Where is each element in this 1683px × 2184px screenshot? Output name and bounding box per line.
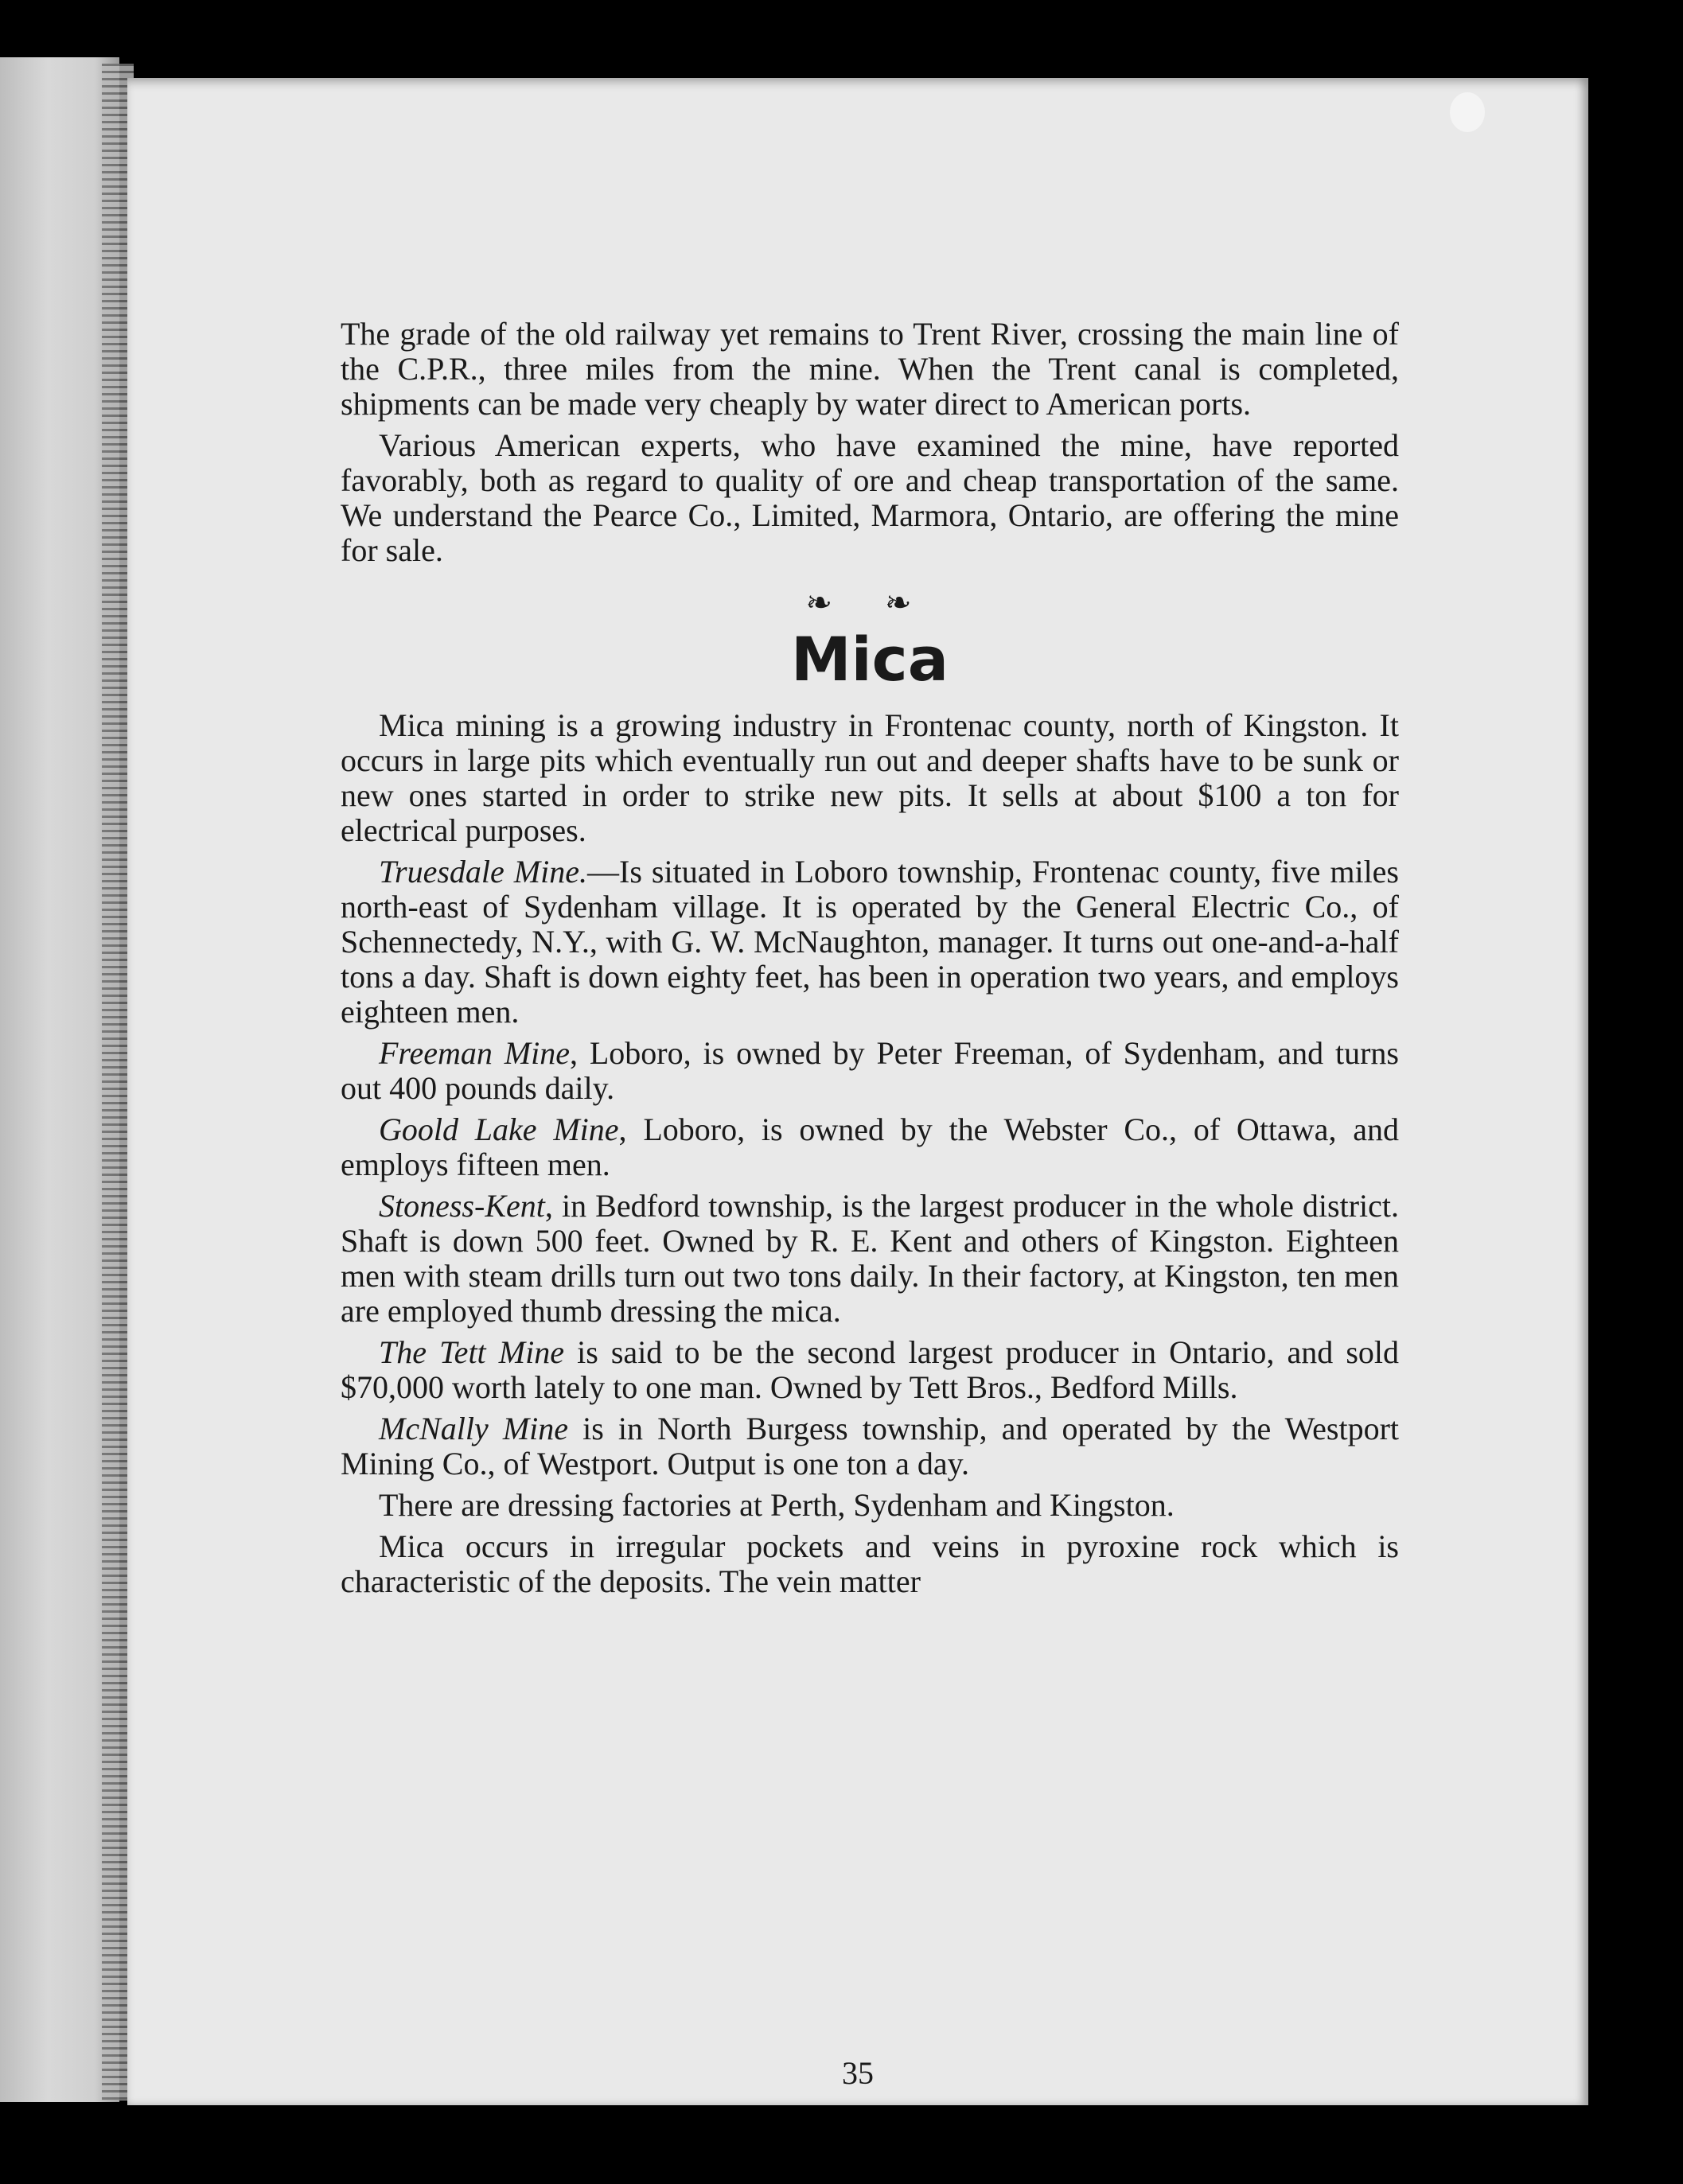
mine-description: is in North Burgess township, and operated by the Westport Mining Co., of Westport. Output is one ton a day. <box>341 1411 1400 1481</box>
mine-name: Stoness-Kent <box>379 1188 545 1224</box>
mine-paragraph-tett <box>341 1335 1399 1405</box>
mica-intro-paragraph: Mica mining is a growing industry in Frontenac county, north of Kingston. It occurs in large pits which eventually run out and deeper shafts have to be sunk or new ones started in order to strike new pits. It sells at about $100 a ton for electrical purposes. <box>341 707 1399 848</box>
mine-paragraph-truesdale <box>341 855 1399 1030</box>
mine-name: The Tett Mine <box>379 1334 564 1370</box>
page-number: 35 <box>842 2055 874 2091</box>
mine-description: —Is situated in Loboro township, Frontenac county, five miles north-east of Sydenham village. It is operated by the General Electric Co., of Schennectedy, N.Y., with G. W. McNaughton, manager. It turns out one-and-a-half tons a day. Shaft is down eighty feet, has been in operation two years, and employs eighteen men. <box>341 854 1400 1030</box>
mine-paragraph-freeman <box>341 1036 1399 1106</box>
closing-paragraph-1: There are dressing factories at Perth, Sydenham and Kingston. <box>379 1487 1175 1523</box>
mine-paragraph-stoness-kent <box>341 1189 1399 1329</box>
intro-paragraph-1: The grade of the old railway yet remains to Trent River, crossing the main line of the C.P.R., three miles from the mine. When the Trent canal is completed, shipments can be made very cheaply by water direct to American ports. <box>341 316 1399 422</box>
mine-description: is said to be the second largest producer in Ontario, and sold $70,000 worth lately to one man. Owned by Tett Bros., Bedford Mills. <box>341 1334 1399 1405</box>
mine-name: Goold Lake Mine <box>379 1111 619 1147</box>
section-heading: Mica <box>790 624 949 695</box>
page-hole <box>1450 92 1485 132</box>
body-text <box>341 317 1399 1606</box>
mine-description: , in Bedford township, is the largest producer in the whole district. Shaft is down 500 feet. Owned by R. E. Kent and others of Kingston. Eighteen men with steam drills turn out two tons daily. In their factory, at Kingston, ten men are employed thumb dressing the mica. <box>341 1188 1399 1329</box>
closing-paragraph-2: Mica occurs in irregular pockets and veins in pyroxine rock which is characteristic of the deposits. The vein matter <box>341 1528 1399 1599</box>
mine-paragraph-goold-lake <box>341 1112 1399 1182</box>
intro-paragraph-2: Various American experts, who have examined the mine, have reported favorably, both as regard to quality of ore and cheap transportation of the same. We understand the Pearce Co., Limited, Marmora, Ontario, are offering the mine for sale. <box>341 427 1399 568</box>
mine-paragraph-mcnally <box>341 1411 1399 1481</box>
mine-description: , Loboro, is owned by the Webster Co., of Ottawa, and employs fifteen men. <box>341 1111 1399 1182</box>
mine-description: , Loboro, is owned by Peter Freeman, of Sydenham, and turns out 400 pounds daily. <box>341 1035 1399 1106</box>
mine-name: McNally Mine <box>379 1411 569 1446</box>
section-ornament: ❧ ❧ <box>805 585 934 621</box>
mine-name: Freeman Mine <box>379 1035 570 1071</box>
mine-name: Truesdale Mine. <box>379 854 587 890</box>
